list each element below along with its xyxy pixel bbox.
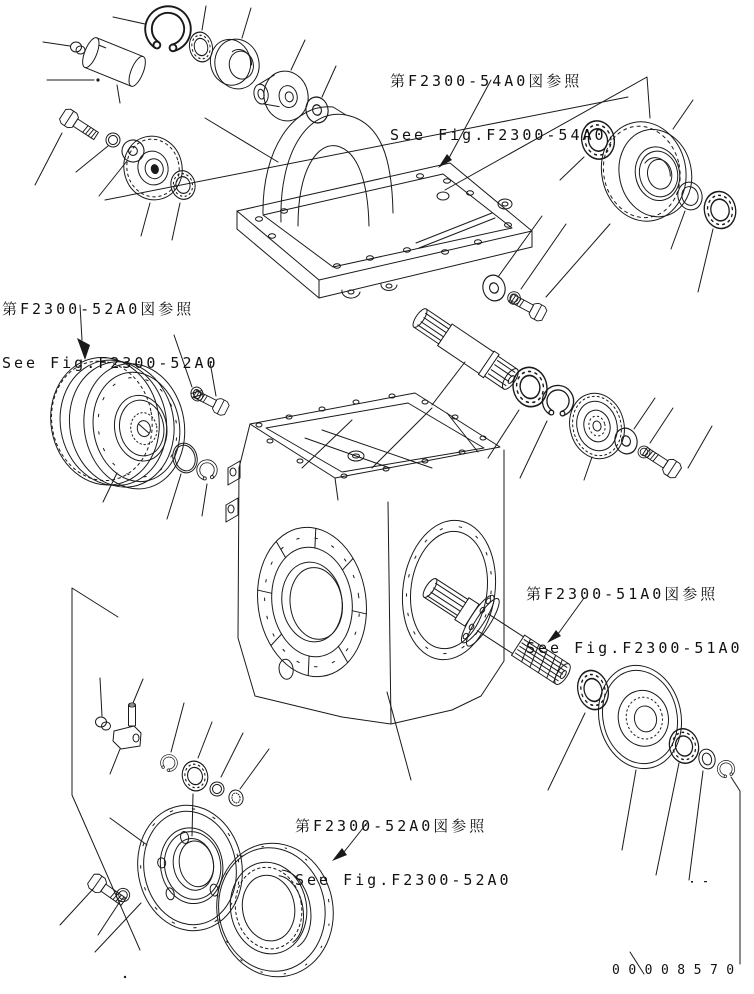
part-bearing-flange: [95, 797, 252, 952]
part-bearing-topright2: [698, 189, 739, 292]
label-jp-line: 第F2300-52A0図参照: [2, 300, 195, 318]
part-ring-gear: [592, 100, 700, 229]
label-en-line: See Fig.F2300-52A0: [295, 871, 512, 889]
part-gear-wheel: [117, 130, 189, 236]
label-jp-line: 第F2300-51A0図参照: [526, 585, 719, 603]
part-washer-small-topleft: [76, 131, 122, 172]
stray-dot: [124, 976, 126, 978]
label-en-line: See Fig.F2300-52A0: [2, 354, 219, 372]
part-seal-ring-bottomleft: [208, 733, 243, 798]
part-bolt-gear: [640, 426, 712, 480]
label-fig-f2300-52a0-left: [2, 264, 219, 390]
label-jp-line: 第F2300-54A0図参照: [390, 72, 583, 90]
part-pin: [129, 679, 144, 726]
label-en-line: See Fig.F2300-51A0: [526, 639, 743, 657]
part-bearing-top2: [168, 168, 197, 240]
label-fig-f2300-51a0: [526, 549, 743, 675]
part-bearing-bottomleft: [179, 722, 212, 836]
part-snap-ring-bottomleft: [158, 703, 184, 774]
part-washer-mid: [480, 216, 542, 303]
part-spacer-disc: [99, 138, 146, 196]
part-snap-ring-bottomright: [630, 758, 740, 974]
part-oring-mid: [506, 224, 566, 306]
part-bearing-race: [206, 8, 264, 94]
label-fig-f2300-52a0-bottom: [295, 781, 512, 907]
part-output-gear: [589, 658, 691, 850]
label-fig-f2300-54a0: [390, 36, 607, 162]
part-hex-bolt-bottomleft: [60, 872, 128, 925]
part-seal-ring-bottomright: [689, 747, 717, 880]
part-transmission-case: [226, 393, 504, 780]
part-splined-shaft: [409, 304, 522, 405]
part-plug: [43, 42, 85, 54]
part-bolt-mid: [507, 224, 610, 323]
part-ball-detent: [47, 78, 100, 81]
part-hex-bolt-topleft: [35, 107, 101, 185]
part-bearing-mid: [488, 364, 551, 458]
part-spacer-cylinder: [79, 36, 148, 103]
label-jp-line: 第F2300-52A0図参照: [295, 817, 488, 835]
part-nut-bottomleft: [227, 749, 269, 808]
part-bearing-bottomright: [656, 725, 702, 875]
part-fitting: [110, 726, 141, 774]
part-round-ring-left: [167, 440, 200, 519]
part-washer-bottomleft: [98, 887, 131, 935]
document-number: 00008570: [612, 963, 743, 978]
part-bearing-shaft: [548, 667, 613, 790]
part-snap-ring-left: [195, 458, 218, 516]
label-en-line: See Fig.F2300-54A0: [390, 126, 607, 144]
part-snap-ring-large: [113, 3, 194, 54]
part-plug-bottomleft: [96, 678, 111, 730]
